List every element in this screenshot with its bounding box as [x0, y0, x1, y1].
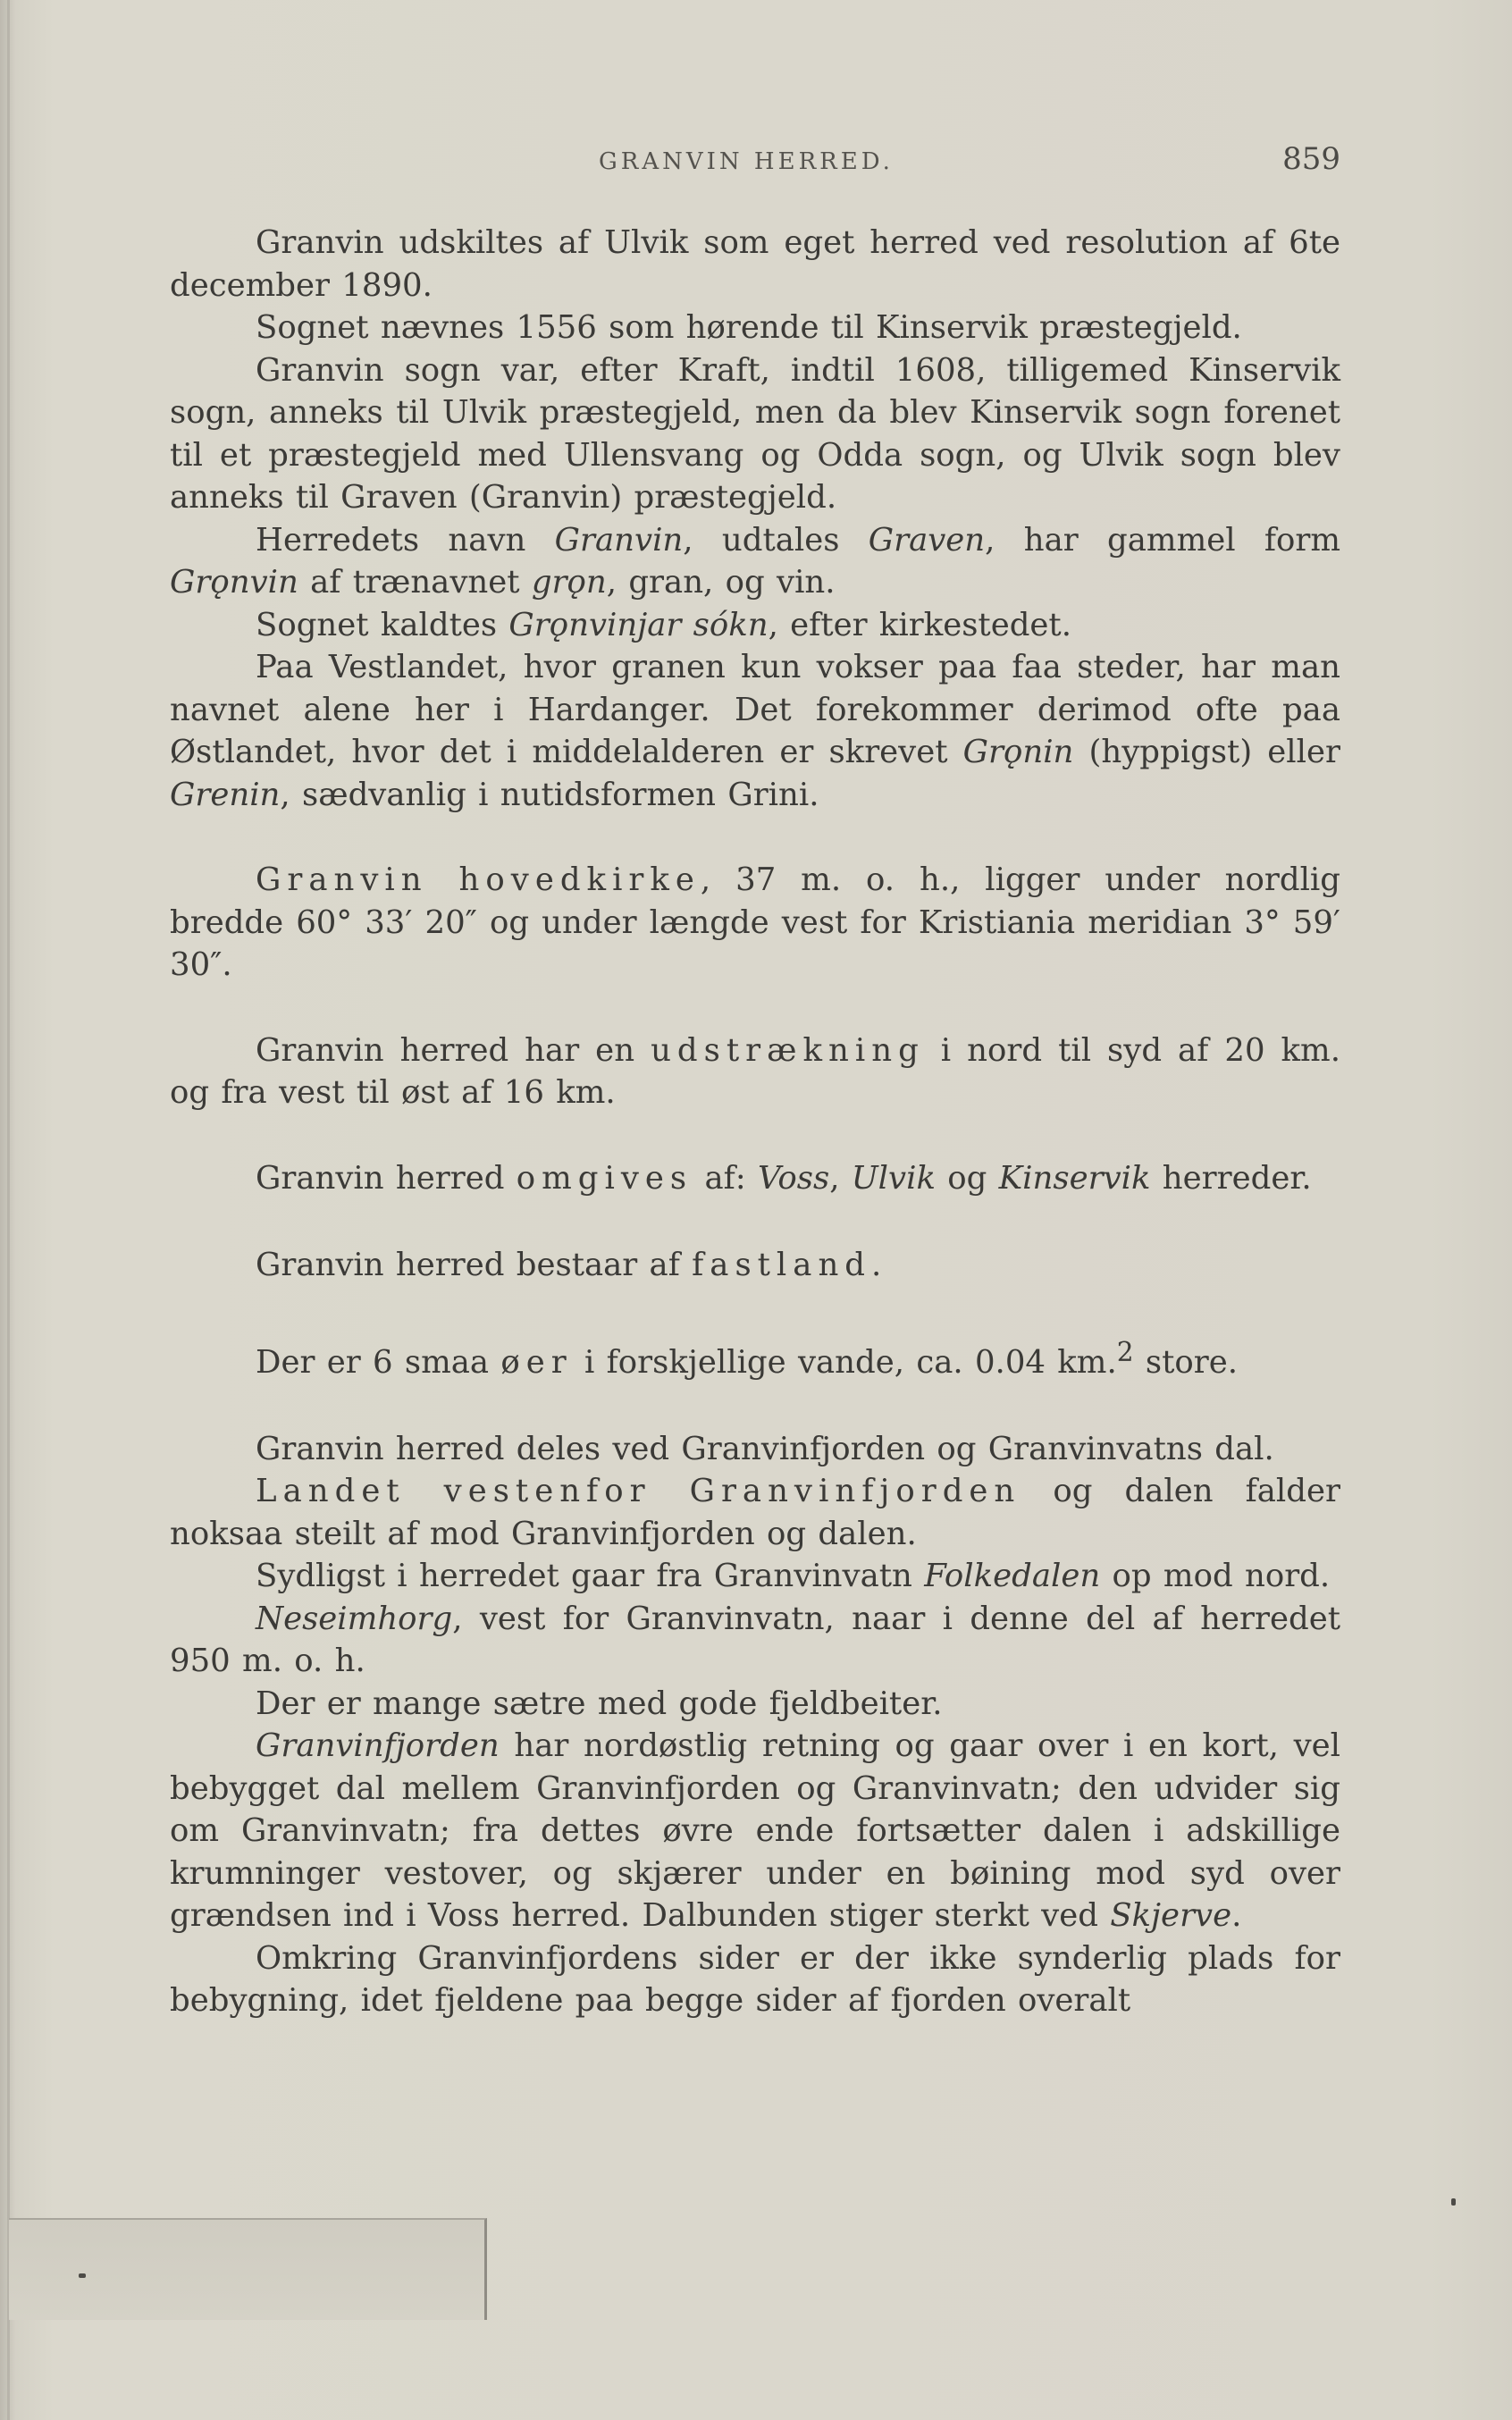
italic-term: Grenin [170, 776, 281, 813]
text-run: af trænavnet [298, 564, 532, 601]
text-run: Sognet nævnes 1556 som hørende til Kinservik præstegjeld. [256, 309, 1242, 346]
text-run: , udtales [683, 521, 869, 559]
paragraph [170, 1157, 1340, 1200]
italic-term: grǫn [531, 564, 607, 601]
text-run: . [871, 1247, 882, 1283]
paragraph [170, 1555, 1340, 1598]
paragraph [170, 1244, 1340, 1287]
spaced-term: øer [500, 1343, 573, 1381]
spacer [170, 1383, 1340, 1428]
paragraph [170, 1683, 1340, 1726]
scan-artifact [9, 2218, 487, 2320]
text-run: og [935, 1159, 999, 1197]
superscript: 2 [1116, 1336, 1134, 1367]
italic-term: Graven [868, 521, 986, 559]
italic-term: Voss [758, 1159, 830, 1197]
text-run: (hyppigst) eller [1073, 734, 1340, 770]
paragraph [170, 1937, 1340, 2022]
text-run: har nordøstlig retning og gaar over i en kort, vel bebygget dal mellem Granvinfjorden og Granvinvatn; den udvider sig om Granvinvatn; fra dettes øvre ende fortsætter dalen i adskillige krumninger vestover, og skjærer under en bøining mod syd over grændsen ind i Voss herred. Dalbunden stiger sterkt ved [170, 1727, 1340, 1935]
page-edge [7, 0, 10, 2420]
body-text [170, 222, 1340, 2022]
paragraph [170, 646, 1340, 816]
text-run: i forskjellige vande, ca. 0.04 km. [572, 1343, 1117, 1381]
italic-term: Granvinfjorden [256, 1727, 500, 1765]
text-run: store. [1133, 1343, 1238, 1381]
text-run: , gran, og vin. [606, 564, 836, 601]
running-header [170, 141, 1340, 181]
text-run: Sognet kaldtes [256, 606, 509, 643]
paragraph [170, 349, 1340, 519]
page-number: 859 [1282, 141, 1340, 177]
spacer [170, 987, 1340, 1029]
italic-term: Grǫnvinjar sókn [508, 606, 769, 643]
italic-term: Ulvik [851, 1159, 936, 1197]
paragraph [170, 1332, 1340, 1383]
ink-speck [1451, 2198, 1456, 2206]
text-run: Paa Vestlandet, hvor granen kun vokser paa faa steder, har man navnet alene her i Hardanger. Det forekommer derimod ofte paa Østlandet, hvor det i middelalderen er skrevet [170, 649, 1340, 770]
paragraph [170, 1598, 1340, 1683]
italic-term: Granvin [554, 521, 684, 559]
text-run: , 37 m. o. h., ligger under nordlig bredde 60° 33′ 20″ og under længde vest for Kristiania meridian 3° 59′ 30″. [170, 861, 1341, 983]
text-run: i nord til syd af 20 km. og fra vest til øst af 16 km. [170, 1031, 1341, 1111]
spaced-term: udstrækning [651, 1031, 925, 1069]
text-run: Granvin sogn var, efter Kraft, indtil 1608, tilligemed Kinservik sogn, anneks til Ulvik præstegjeld, men da blev Kinservik sogn forenet til et præstegjeld med Ullensvang og Odda sogn, og Ulvik sogn blev anneks til Graven (Granvin) præstegjeld. [170, 351, 1340, 516]
spacer [170, 1199, 1340, 1244]
text-run: Herredets navn [256, 521, 555, 559]
text-run: Sydligst i herredet gaar fra Granvinvatn [256, 1558, 925, 1595]
paragraph [170, 604, 1340, 647]
text-run: Granvin herred deles ved Granvinfjorden og Granvinvatns dal. [256, 1430, 1274, 1467]
text-run: , har gammel form [985, 521, 1341, 559]
spacer [170, 1114, 1340, 1157]
paragraph [170, 1428, 1340, 1471]
text-run: Der er 6 smaa [256, 1343, 501, 1381]
text-run: herreder. [1150, 1159, 1312, 1197]
text-run: Omkring Granvinfjordens sider er der ikke synderlig plads for bebygning, idet fjeldene paa begge sider af fjorden overalt [170, 1939, 1340, 2020]
text-run: op mod nord. [1100, 1558, 1331, 1595]
paragraph [170, 1470, 1340, 1555]
italic-term: Skjerve [1110, 1897, 1232, 1935]
text-run: Granvin herred har en [256, 1031, 651, 1069]
paragraph [170, 307, 1340, 349]
spacer [170, 816, 1340, 859]
paragraph [170, 222, 1340, 307]
ink-speck [79, 2273, 86, 2278]
text-run: , vest for Granvinvatn, naar i denne del af herredet 950 m. o. h. [170, 1600, 1340, 1680]
italic-term: Grǫnin [962, 734, 1074, 770]
text-run: , sædvanlig i nutidsformen Grini. [280, 776, 819, 813]
text-run: Granvin herred [256, 1159, 517, 1197]
spaced-term: Landet vestenfor Granvinfjorden [256, 1473, 1021, 1510]
text-run: , [829, 1159, 852, 1197]
spaced-term: Granvin hovedkirke [256, 861, 701, 898]
paragraph [170, 1029, 1340, 1114]
text-run: af: [693, 1159, 758, 1197]
text-run: . [1231, 1897, 1242, 1935]
text-run: og dalen falder noksaa steilt af mod Granvinfjorden og dalen. [170, 1473, 1340, 1552]
paragraph [170, 519, 1340, 604]
spaced-term: fastland [692, 1247, 872, 1283]
spaced-term: omgives [516, 1159, 693, 1197]
italic-term: Neseimhorg [256, 1600, 453, 1637]
italic-term: Grǫnvin [170, 564, 298, 601]
text-run: , efter kirkestedet. [768, 606, 1071, 643]
italic-term: Kinservik [998, 1159, 1151, 1197]
text-run: Granvin udskiltes af Ulvik som eget herred ved resolution af 6te december 1890. [170, 224, 1340, 304]
italic-term: Folkedalen [924, 1558, 1101, 1595]
text-run: Der er mange sætre med gode fjeldbeiter. [256, 1685, 943, 1722]
spacer [170, 1287, 1340, 1332]
text-run: Granvin herred bestaar af [256, 1247, 693, 1283]
paragraph [170, 1725, 1340, 1937]
paragraph [170, 859, 1340, 987]
running-title: GRANVIN HERRED. [599, 148, 894, 175]
